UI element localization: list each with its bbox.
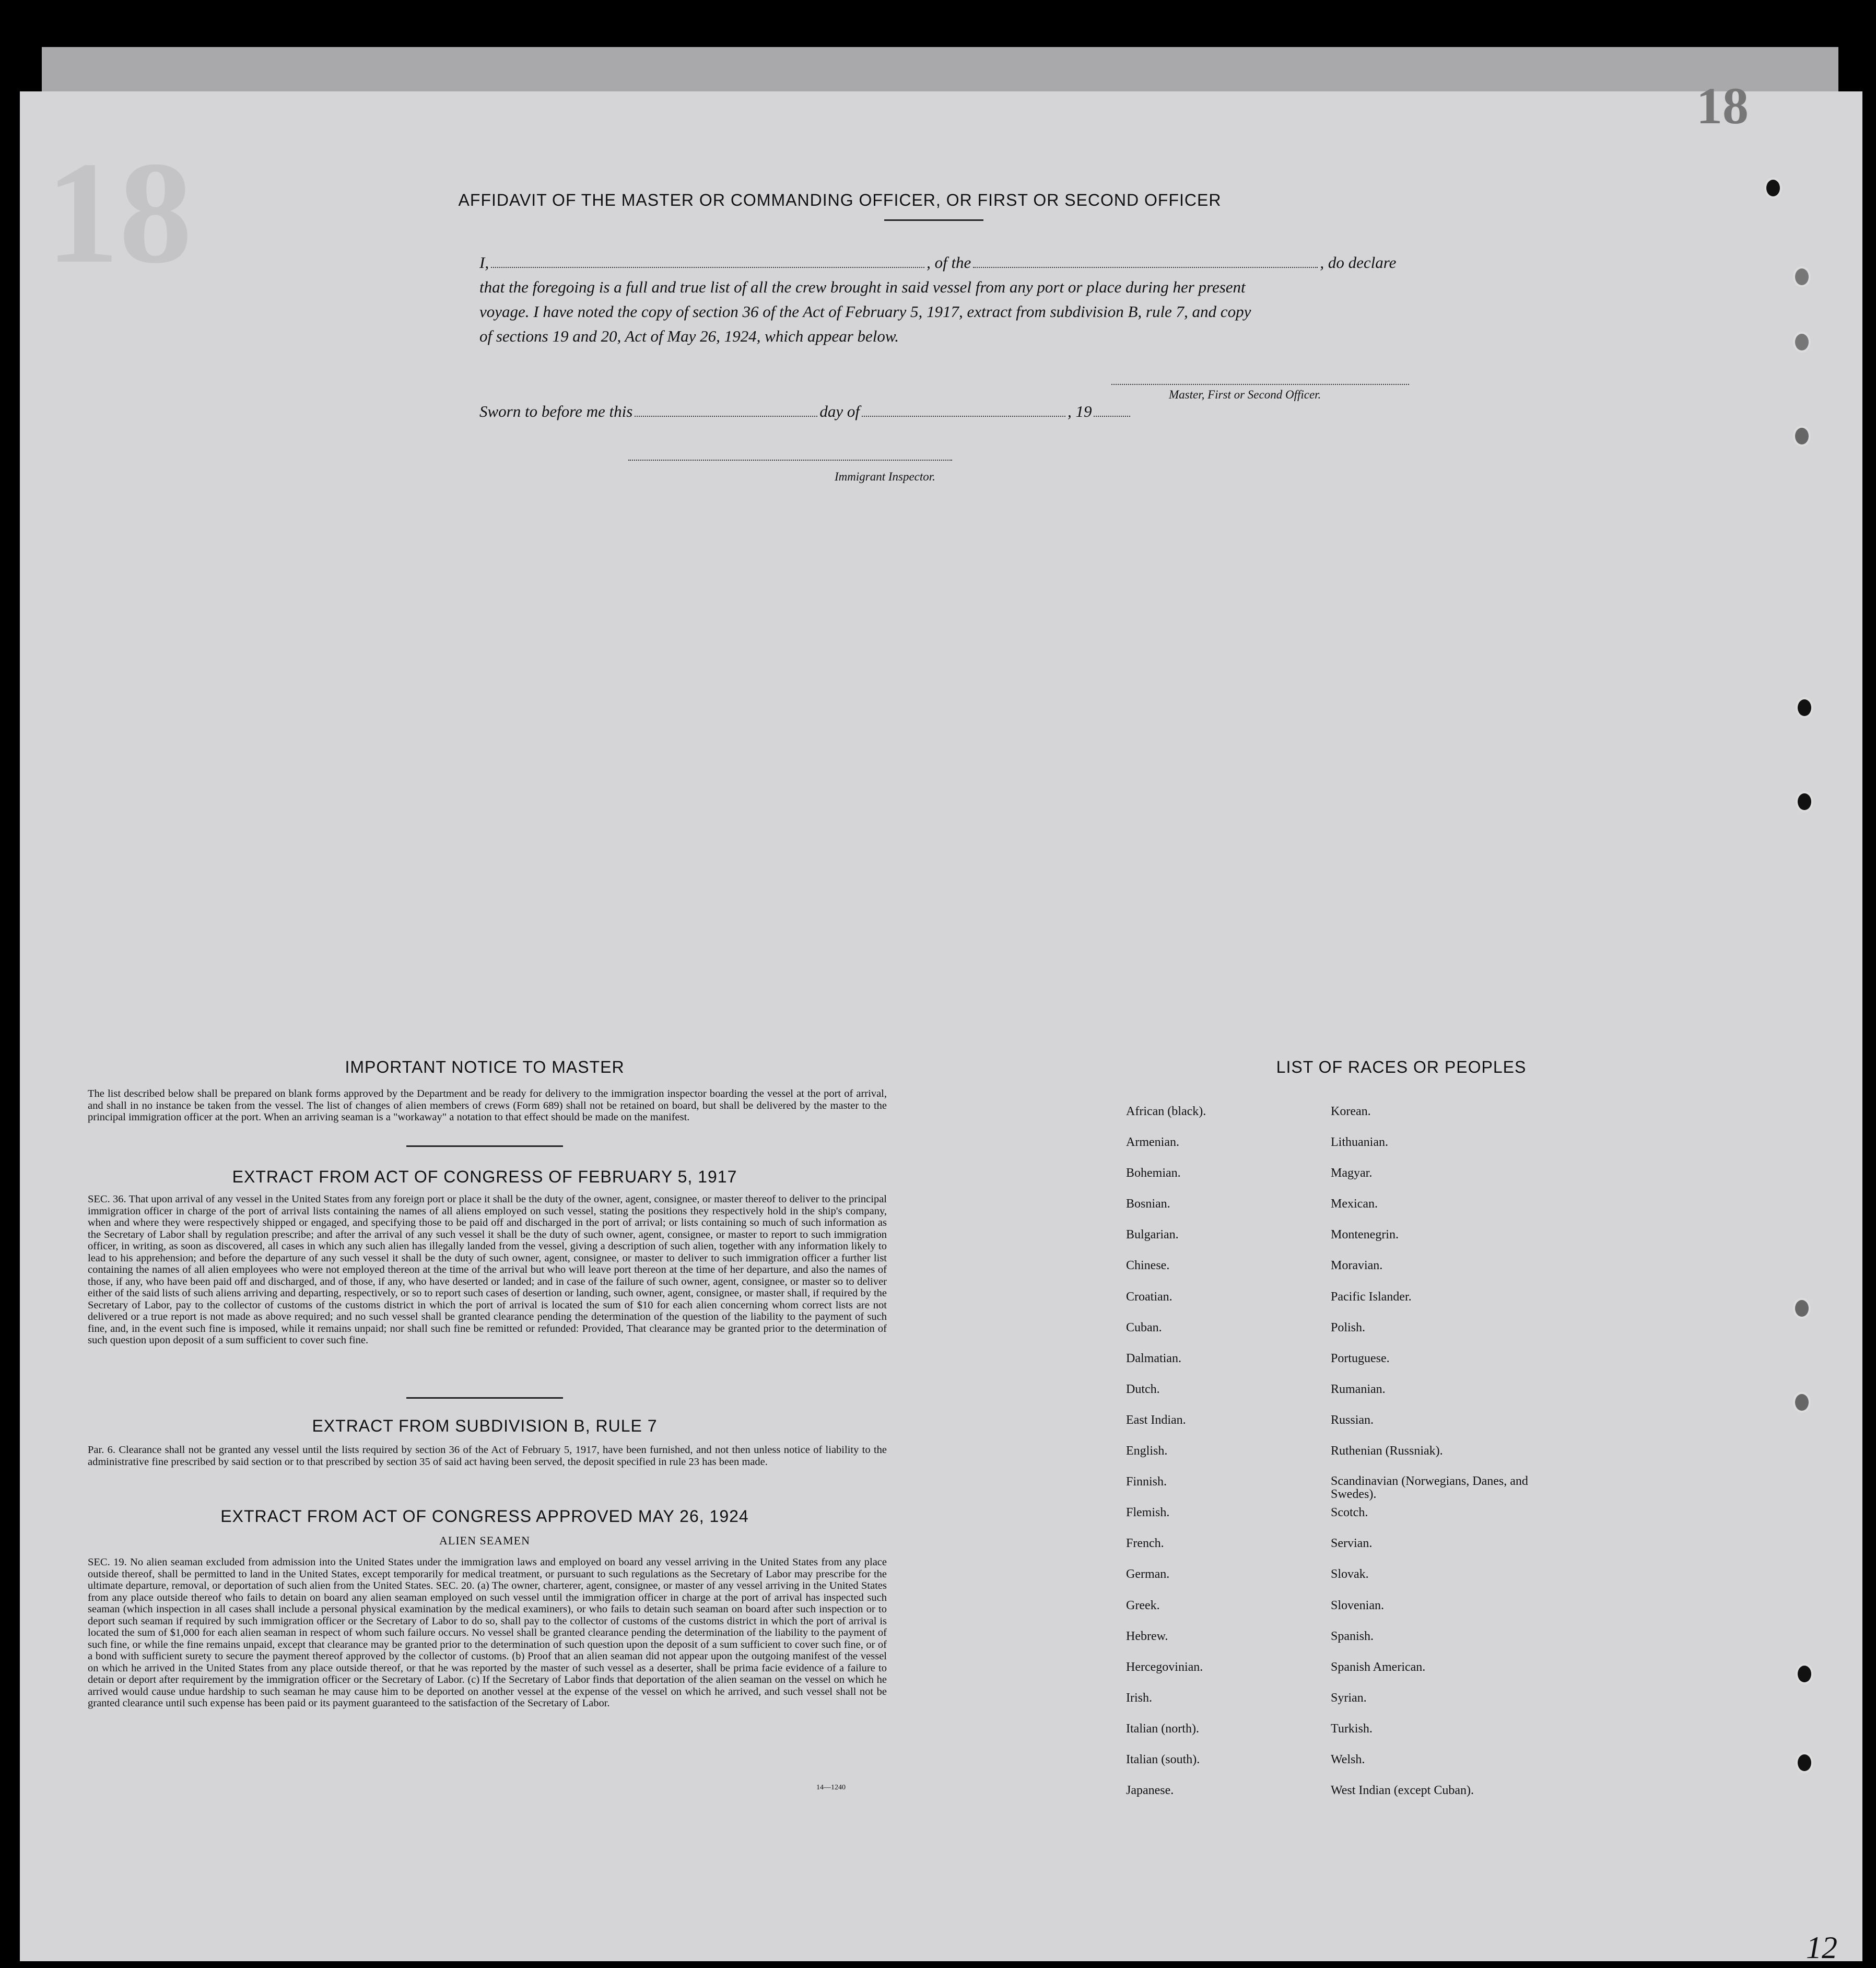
affidavit-line-2: that the foregoing is a full and true list of all the crew brought in said vessel from any port or place during her present (479, 278, 1246, 296)
race-item: East Indian. (1126, 1413, 1186, 1427)
races-left-column (1126, 1105, 1324, 1814)
race-item: Armenian. (1126, 1135, 1179, 1150)
races-title: LIST OF RACES OR PEOPLES (1276, 1058, 1527, 1076)
manifest-page (20, 77, 1862, 1965)
officer-caption: Master, First or Second Officer. (1169, 388, 1321, 401)
punch-hole (1793, 1392, 1811, 1413)
races-right-column (1331, 1105, 1561, 1814)
affidavit-of-the: , of the (927, 253, 971, 272)
race-item: Scotch. (1331, 1506, 1368, 1520)
race-item: Croatian. (1126, 1290, 1172, 1304)
race-item: Chinese. (1126, 1259, 1170, 1273)
race-item: Finnish. (1126, 1475, 1167, 1489)
race-item: Italian (north). (1126, 1721, 1199, 1736)
race-item: Italian (south). (1126, 1752, 1200, 1766)
race-item: Moravian. (1331, 1259, 1383, 1273)
race-item: Bohemian. (1126, 1166, 1181, 1180)
sworn-text: Sworn to before me this (479, 402, 633, 420)
race-item: Hebrew. (1126, 1629, 1168, 1643)
page-stamp-number: 18 (46, 131, 192, 294)
race-item: Pacific Islander. (1331, 1290, 1412, 1304)
race-item: Korean. (1331, 1105, 1371, 1118)
race-item: Polish. (1331, 1320, 1366, 1334)
affidavit-divider (884, 219, 983, 221)
race-item: Dalmatian. (1126, 1351, 1181, 1365)
race-item: West Indian (except Cuban). (1331, 1784, 1474, 1798)
extract-1917-title: EXTRACT FROM ACT OF CONGRESS OF FEBRUARY 5, 1917 (232, 1167, 737, 1186)
race-item: Ruthenian (Russniak). (1331, 1444, 1443, 1458)
extract-1917-divider (406, 1397, 563, 1399)
race-item: Japanese. (1126, 1784, 1174, 1798)
affidavit-line-1 (479, 253, 1396, 272)
race-item: Syrian. (1331, 1691, 1367, 1705)
notice-title: IMPORTANT NOTICE TO MASTER (345, 1058, 625, 1076)
race-item: Montenegrin. (1331, 1228, 1399, 1242)
race-item: Slovak. (1331, 1567, 1369, 1582)
race-item: Hercegovinian. (1126, 1660, 1203, 1674)
punch-hole (1796, 1664, 1813, 1684)
corner-page-number: 18 (1696, 77, 1749, 135)
race-item: German. (1126, 1567, 1170, 1582)
form-number: 14—1240 (816, 1784, 846, 1791)
officer-signature-line (1111, 384, 1409, 385)
race-item: Cuban. (1126, 1320, 1162, 1334)
race-item: Russian. (1331, 1413, 1374, 1427)
race-item: Bulgarian. (1126, 1228, 1179, 1242)
inspector-signature-line (628, 460, 952, 461)
affidavit-i: I, (479, 253, 489, 272)
punch-hole (1796, 697, 1813, 718)
race-item: Mexican. (1331, 1197, 1378, 1211)
race-item: Welsh. (1331, 1752, 1365, 1766)
punch-hole (1796, 1752, 1813, 1773)
rule7-text: Par. 6. Clearance shall not be granted any vessel until the lists required by section 36 of the Act of February 5, 1917, have been furnished, and not then unless notice of liability to the administrative fine prescribed by said section or to that prescribed by section 35 of said act having been served, the deposit specified in rule 23 has been made. (88, 1444, 887, 1468)
race-item: Flemish. (1126, 1506, 1170, 1520)
sworn-year: , 19 (1067, 402, 1092, 420)
race-item: English. (1126, 1444, 1168, 1458)
extract-1924-subtitle: ALIEN SEAMEN (439, 1534, 530, 1547)
affidavit-line-4: of sections 19 and 20, Act of May 26, 1924, which appear below. (479, 327, 899, 345)
extract-1917-text: SEC. 36. That upon arrival of any vessel in the United States from any foreign port or place it shall be the duty of the owner, agent, consignee, or master thereof to deliver to the principal immigration officer in charge of the port of arrival lists containing the names of all aliens employed on such vessel, stating the positions they respectively hold in the ship's company, when and where they were respectively shipped or engaged, and specifying those to be paid off and discharged in the port of arrival; or lists containing so much of such information as the Secretary of Labor shall by regulation prescribe; and after the arrival of any such vessel it shall be the duty of such owner, agent, consignee, or master to report to such immigration officer, in writing, as soon as discovered, all cases in which any such alien has illegally landed from the vessel, giving a description of such alien, together with any information likely to lead to his apprehension; and before the departure of any such vessel it shall be the duty of such owner, agent, consignee, or master to deliver to such immigration officer a further list containing the names of all alien employees who were not employed thereon at the time of the arrival but who will leave port thereon at the time of her departure, and also the names of those, if any, who have been paid off and discharged, and of those, if any, who have deserted or landed; and in case of the failure of such owner, agent, consignee, or master so to deliver either of the said lists of such aliens arriving and departing, respectively, or so to report such cases of desertion or landing, such owner, agent, consignee, or master shall, if required by the Secretary of Labor, pay to the collector of customs of the customs district in which the port of arrival is located the sum of $10 for each alien concerning whom correct lists are not delivered or a true report is not made as above required; and no such vessel shall be granted clearance pending the determination of the question of the liability to the payment of such fine, and, in the event such fine is imposed, while it remains unpaid; nor shall such fine be remitted or refunded: Provided, That clearance may be granted prior to the determination of such question upon deposit of a sum sufficient to cover such fine. (88, 1193, 887, 1346)
race-item: Spanish. (1331, 1629, 1374, 1643)
inspector-caption: Immigrant Inspector. (835, 470, 935, 483)
race-item: Dutch. (1126, 1382, 1160, 1396)
punch-hole (1793, 266, 1811, 287)
race-item: Bosnian. (1126, 1197, 1170, 1211)
punch-hole (1793, 1298, 1811, 1319)
race-item: Spanish American. (1331, 1660, 1426, 1674)
sworn-day-of: day of (819, 402, 860, 420)
race-item: Greek. (1126, 1598, 1160, 1612)
notice-text: The list described below shall be prepared on blank forms approved by the Department and be ready for delivery to the immigration inspector boarding the vessel at the port of arrival, and shall in no instance be taken from the vessel. The list of changes of alien members of crews (Form 689) shall not be retained on board, but shall be delivered by the master to the principal immigration officer at the port. When an arriving seaman is a "workaway" a notation to that effect should be made on the manifest. (88, 1088, 887, 1123)
race-item: Turkish. (1331, 1721, 1373, 1736)
notice-divider (406, 1145, 563, 1147)
race-item: African (black). (1126, 1105, 1206, 1118)
race-item: Scandinavian (Norwegians, Danes, and Swedes). (1331, 1474, 1528, 1502)
race-item: Magyar. (1331, 1166, 1373, 1180)
race-item: Irish. (1126, 1691, 1152, 1705)
affidavit-do-declare: , do declare (1320, 253, 1397, 272)
rule7-title: EXTRACT FROM SUBDIVISION B, RULE 7 (312, 1416, 658, 1435)
corner-handwritten-mark: 12 (1806, 1930, 1837, 1965)
punch-hole (1793, 426, 1811, 447)
affidavit-title: AFFIDAVIT OF THE MASTER OR COMMANDING OFFICER, OR FIRST OR SECOND OFFICER (458, 191, 1222, 209)
race-item: Portuguese. (1331, 1351, 1390, 1365)
race-item: Servian. (1331, 1537, 1373, 1551)
race-item: Rumanian. (1331, 1382, 1386, 1396)
extract-1924-text: SEC. 19. No alien seaman excluded from admission into the United States under the immigration laws and employed on board any vessel arriving in the United States from any place outside thereof, shall be permitted to land in the United States, except temporarily for medical treatment, or pursuant to such regulations as the Secretary of Labor may prescribe for the ultimate departure, removal, or deportation of such alien from the United States. SEC. 20. (a) The owner, charterer, agent, consignee, or master of any vessel arriving in the United States from any place outside thereof who fails to detain on board any alien seaman employed on such vessel until the immigration officer in charge at the port of arrival has inspected such seaman (which inspection in all cases shall include a personal physical examination by the medical examiners), or who fails to detain such seaman on board after such inspection or to deport such seaman if required by such immigration officer or the Secretary of Labor to do so, shall pay to the collector of customs of the customs district in which the port of arrival is located the sum of $1,000 for each alien seaman in respect of whom such failure occurs. No vessel shall be granted clearance pending the determination of the liability to the payment of such fine, or while the fine remains unpaid, except that clearance may be granted prior to the determination of such question upon the deposit of a sum sufficient to cover such fine, or of a bond with sufficient surety to secure the payment thereof approved by the collector of customs. (b) Proof that an alien seaman did not appear upon the outgoing manifest of the vessel on which he arrived in the United States from any place outside thereof, or that he was reported by the master of such vessel as a deserter, shall be prima facie evidence of a failure to detain or deport after requirement by the immigration officer or the Secretary of Labor. (c) If the Secretary of Labor finds that deportation of the alien seaman on the vessel on which he arrived would cause undue hardship to such seaman he may cause him to be deported on another vessel at the expense of the vessel on which he arrived, and such vessel shall not be granted clearance until such expense has been paid or its payment guaranteed to the satisfaction of the Secretary of Labor. (88, 1556, 887, 1709)
race-item: French. (1126, 1537, 1164, 1551)
race-item: Slovenian. (1331, 1598, 1384, 1612)
extract-1924-title: EXTRACT FROM ACT OF CONGRESS APPROVED MAY 26, 1924 (220, 1507, 749, 1526)
punch-hole (1793, 332, 1811, 353)
punch-hole (1796, 791, 1813, 812)
sworn-line (479, 402, 1132, 421)
punch-hole (1764, 178, 1782, 198)
affidavit-line-3: voyage. I have noted the copy of section 36 of the Act of February 5, 1917, extract from subdivision B, rule 7, and copy (479, 302, 1251, 321)
race-item: Lithuanian. (1331, 1135, 1388, 1150)
